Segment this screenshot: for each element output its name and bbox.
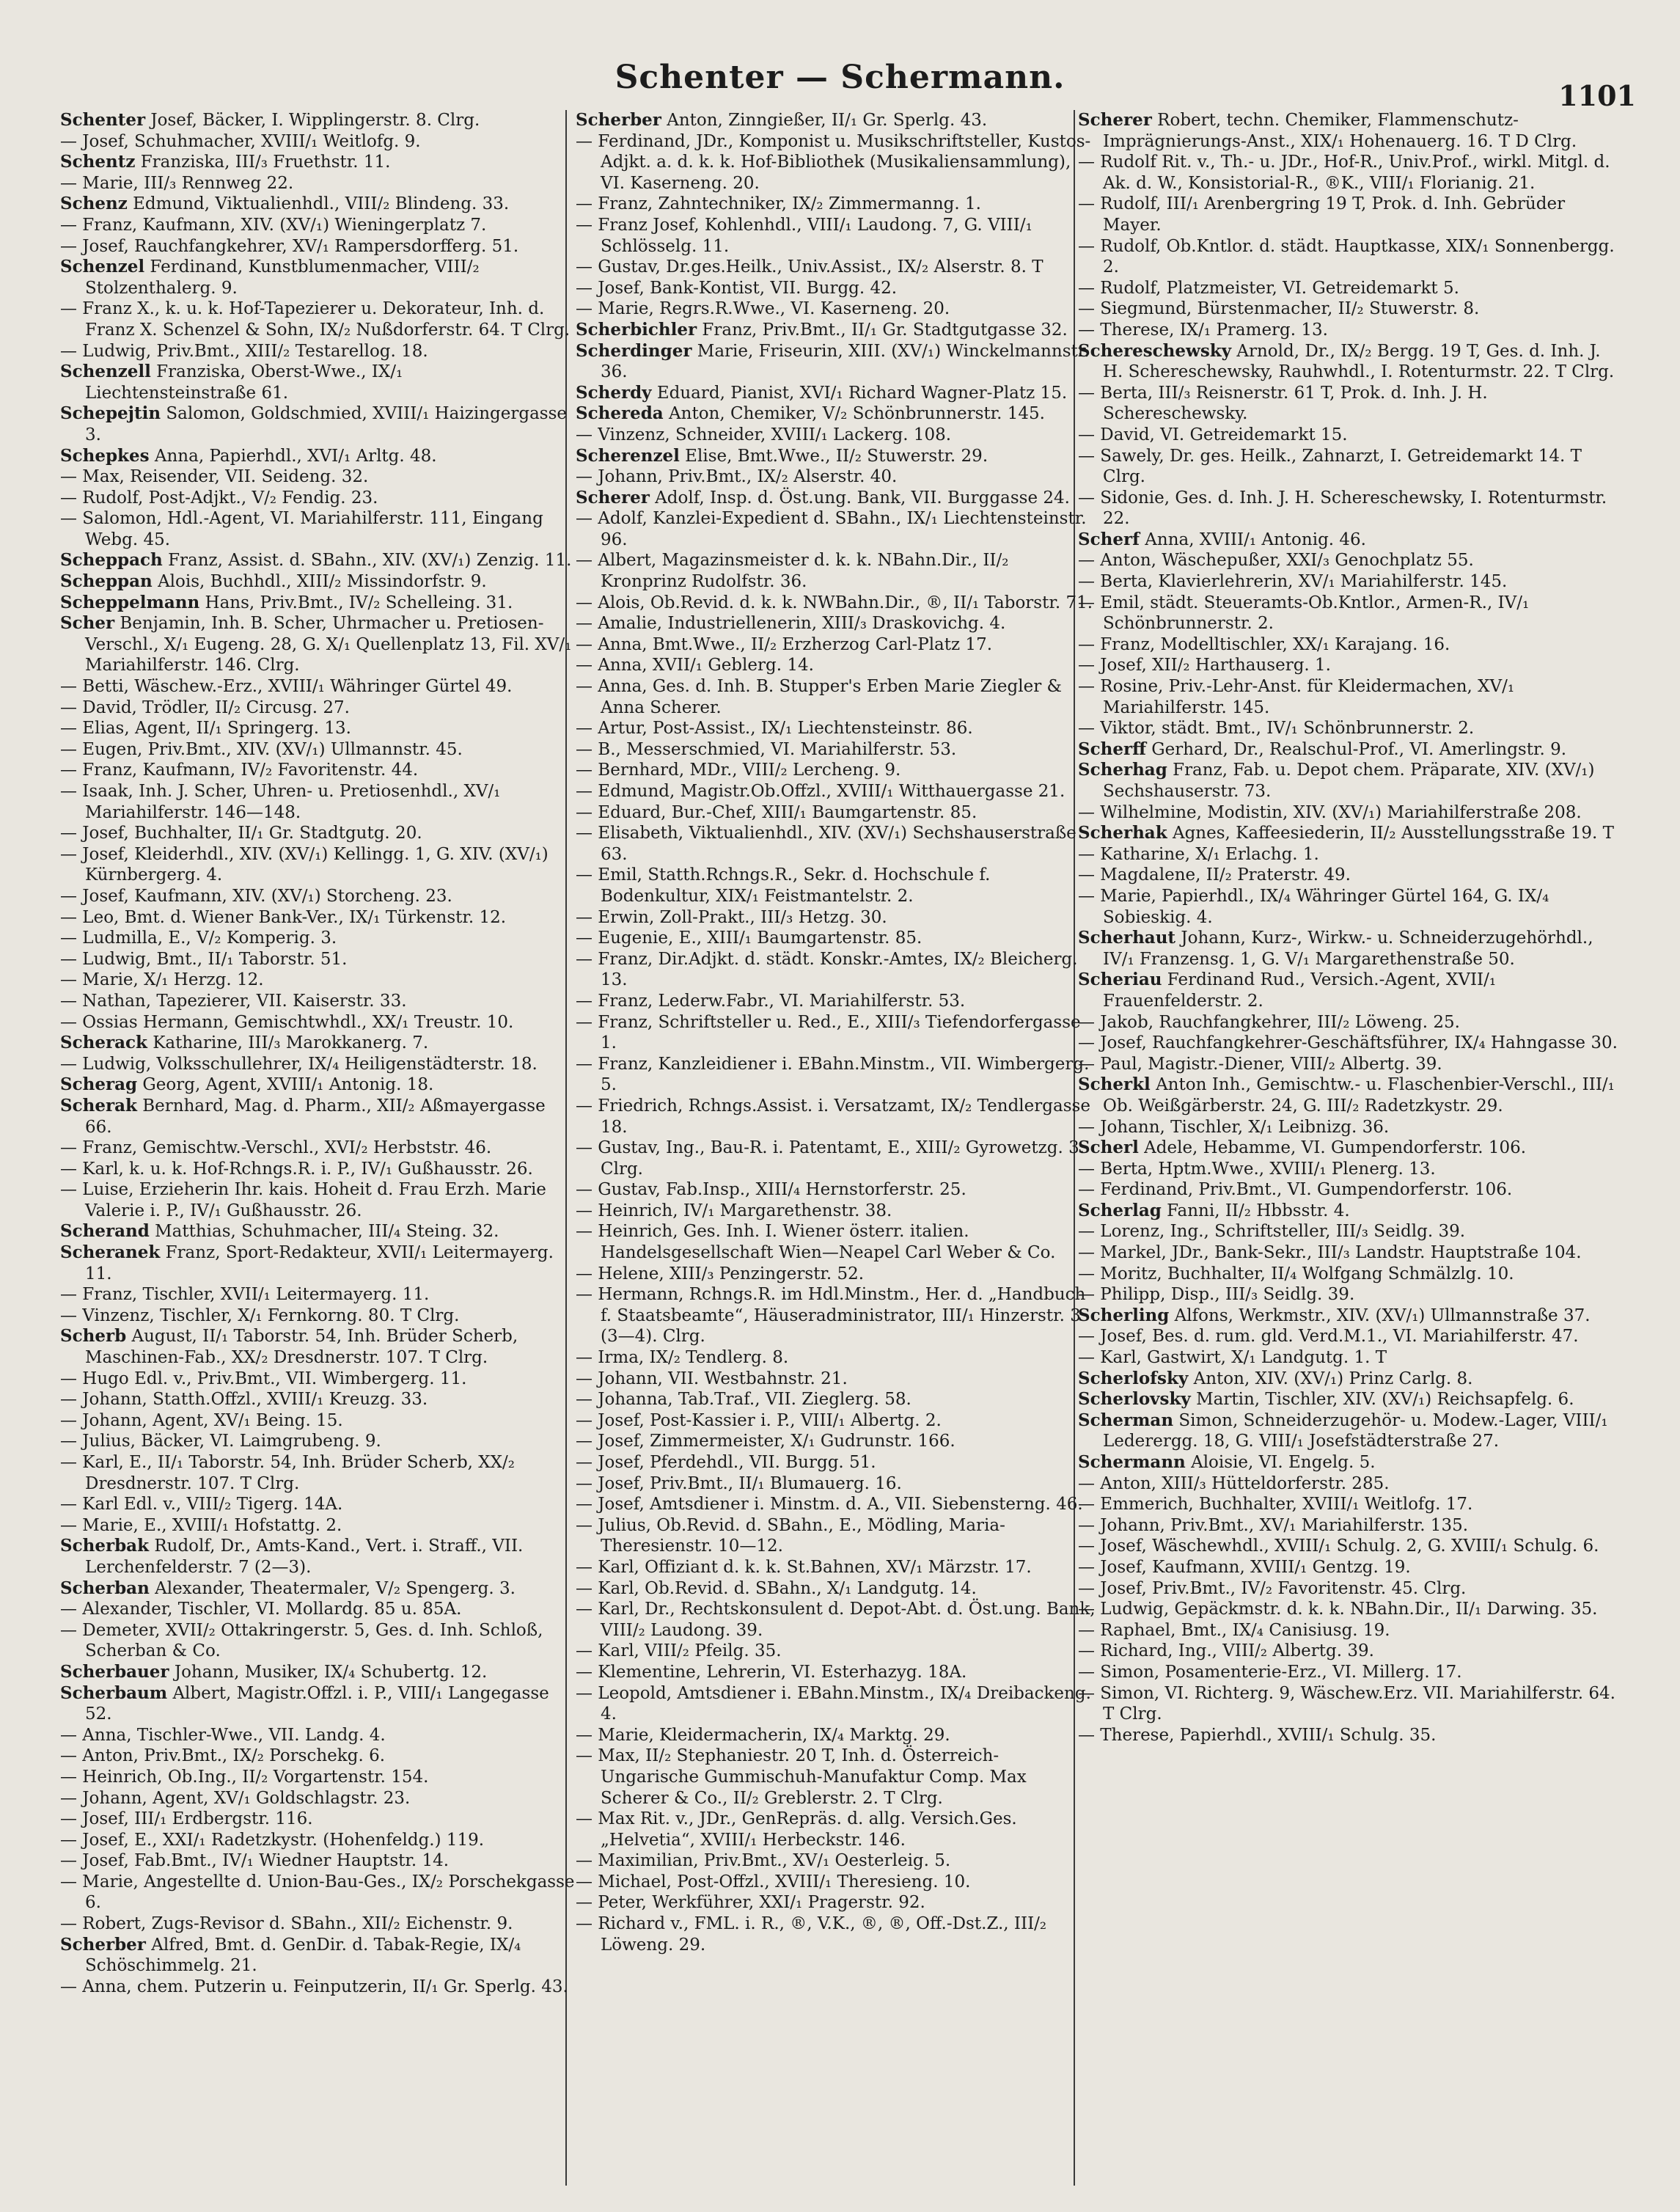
directory-entry: — Franz, Kanzleidiener i. EBahn.Minstm., VII. Wimbergerg. 5. — [576, 1054, 1090, 1095]
directory-entry: — Anton, Wäschepußer, XXI/₃ Genochplatz 55. — [1078, 551, 1474, 571]
directory-entry: Scherand Matthias, Schuhmacher, III/₄ Steing. 32. — [60, 1221, 499, 1242]
directory-entry: — Alexander, Tischler, VI. Mollardg. 85 u. 85A. — [60, 1600, 462, 1619]
directory-entry: Schereschewsky Arnold, Dr., IX/₂ Bergg. 19 T, Ges. d. Inh. J. H. Schereschewsky, Rauhwhdl., I. Rotenturmstr. 22. T Clrg. — [1078, 340, 1615, 382]
directory-entry: Scherber Anton, Zinngießer, II/₁ Gr. Sperlg. 43. — [576, 110, 988, 130]
directory-entry: — Viktor, städt. Bmt., IV/₁ Schönbrunnerstr. 2. — [1078, 719, 1475, 739]
directory-entry: — Josef, Zimmermeister, X/₁ Gudrunstr. 166. — [576, 1432, 955, 1451]
directory-entry: — Josef, Bes. d. rum. gld. Verd.M.1., VI. Mariahilferstr. 47. — [1078, 1327, 1579, 1347]
directory-entry: — Josef, Bank-Kontist, VII. Burgg. 42. — [576, 278, 898, 298]
directory-entry: — Anton, XIII/₃ Hütteldorferstr. 285. — [1078, 1473, 1390, 1493]
directory-entry: — Anna, Tischler-Wwe., VII. Landg. 4. — [60, 1725, 386, 1745]
directory-entry: — Franz, Gemischtw.-Verschl., XVI/₂ Herbststr. 46. — [60, 1138, 492, 1158]
directory-entry: — Johann, VII. Westbahnstr. 21. — [576, 1369, 848, 1388]
directory-entry: — Anna, Ges. d. Inh. B. Stupper's Erben Marie Ziegler & Anna Scherer. — [576, 677, 1062, 717]
directory-entry: Scherf Anna, XVIII/₁ Antonig. 46. — [1078, 529, 1366, 549]
directory-entry: Scheranek Franz, Sport-Redakteur, XVII/₁ Leitermayerg. 11. — [60, 1242, 554, 1283]
directory-entry: — Karl, Offiziant d. k. k. St.Bahnen, XV/₁ Märzstr. 17. — [576, 1557, 1032, 1577]
directory-entry: Schenzel Ferdinand, Kunstblumenmacher, VIII/₂ Stolzenthalerg. 9. — [60, 257, 480, 298]
directory-entry: Scherdinger Marie, Friseurin, XIII. (XV/₁) Winckelmannstr. 36. — [576, 340, 1090, 382]
directory-entry: — Josef, III/₁ Erdbergstr. 116. — [60, 1809, 313, 1829]
directory-entry: — Sidonie, Ges. d. Inh. J. H. Schereschewsky, I. Rotenturmstr. 22. — [1078, 488, 1607, 529]
directory-entry: — Elias, Agent, II/₁ Springerg. 13. — [60, 719, 351, 739]
directory-entry: — Emil, Statth.Rchngs.R., Sekr. d. Hochschule f. Bodenkultur, XIX/₁ Feistmantelstr. 2. — [576, 865, 991, 906]
directory-entry: — Karl Edl. v., VIII/₂ Tigerg. 14A. — [60, 1495, 343, 1515]
directory-entry: — Johann, Agent, XV/₁ Being. 15. — [60, 1410, 343, 1430]
directory-column-left — [60, 110, 577, 1997]
directory-entry: Scher Benjamin, Inh. B. Scher, Uhrmacher u. Pretiosen-Verschl., X/₁ Eugeng. 28, G. X/₁ Quellenplatz 13, Fil. XV/₁ Mariahilferstr. 146. Clrg. — [60, 613, 572, 675]
directory-entry: Scherenzel Elise, Bmt.Wwe., II/₂ Stuwerstr. 29. — [576, 445, 988, 466]
directory-entry: — Eugenie, E., XIII/₁ Baumgartenstr. 85. — [576, 929, 922, 948]
directory-entry: — Marie, Angestellte d. Union-Bau-Ges., IX/₂ Porschekgasse 6. — [60, 1872, 575, 1913]
directory-entry: — Josef, Fab.Bmt., IV/₁ Wiedner Hauptstr. 14. — [60, 1851, 450, 1871]
directory-entry: — Rudolf Rit. v., Th.- u. JDr., Hof-R., Univ.Prof., wirkl. Mitgl. d. Ak. d. W., Konsistorial-R., ®K., VIII/₁ Florianig. 21. — [1078, 153, 1610, 193]
directory-entry: — Michael, Post-Offzl., XVIII/₁ Theresieng. 10. — [576, 1872, 971, 1891]
directory-entry: — Heinrich, IV/₁ Margarethenstr. 38. — [576, 1201, 892, 1220]
directory-entry: — Franz, Lederw.Fabr., VI. Mariahilferstr. 53. — [576, 991, 966, 1011]
directory-entry: Scheppan Alois, Buchhdl., XIII/₂ Missindorfstr. 9. — [60, 571, 487, 592]
directory-entry: — Bernhard, MDr., VIII/₂ Lercheng. 9. — [576, 761, 901, 780]
directory-entry: — Therese, IX/₁ Pramerg. 13. — [1078, 320, 1328, 340]
directory-entry: — Maximilian, Priv.Bmt., XV/₁ Oesterleig. 5. — [576, 1851, 951, 1871]
directory-entry: — Philipp, Disp., III/₃ Seidlg. 39. — [1078, 1285, 1355, 1305]
directory-entry: — Josef, Schuhmacher, XVIII/₁ Weitlofg. 9. — [60, 131, 421, 151]
directory-entry: — Franz, Schriftsteller u. Red., E., XIII/₃ Tiefendorfergasse 1. — [576, 1012, 1081, 1053]
directory-entry: — Franz, Kaufmann, XIV. (XV/₁) Wieningerplatz 7. — [60, 215, 487, 235]
directory-entry: — Karl, k. u. k. Hof-Rchngs.R. i. P., IV/₁ Gußhausstr. 26. — [60, 1159, 533, 1179]
directory-entry: Scherlag Fanni, II/₂ Hbbsstr. 4. — [1078, 1200, 1350, 1220]
directory-entry: Schenz Edmund, Viktualienhdl., VIII/₂ Blindeng. 33. — [60, 194, 510, 214]
directory-entry: Scherbak Rudolf, Dr., Amts-Kand., Vert. i. Straff., VII. Lerchenfelderstr. 7 (2—3). — [60, 1536, 524, 1577]
directory-entry: Schenzell Franziska, Oberst-Wwe., IX/₁ Liechtensteinstraße 61. — [60, 362, 403, 403]
directory-entry: — Franz, Kaufmann, IV/₂ Favoritenstr. 44. — [60, 761, 419, 780]
directory-entry: — Karl, Dr., Rechtskonsulent d. Depot-Abt. d. Öst.ung. Bank, VIII/₂ Laudong. 39. — [576, 1600, 1096, 1640]
directory-entry: — Karl, Gastwirt, X/₁ Landgutg. 1. T — [1078, 1348, 1387, 1368]
directory-entry: — Josef, XII/₂ Harthauserg. 1. — [1078, 656, 1331, 675]
directory-entry: — Richard v., FML. i. R., ®, V.K., ®, ®, Off.-Dst.Z., III/₂ Löweng. 29. — [576, 1914, 1047, 1955]
directory-entry: — Johann, Statth.Offzl., XVIII/₁ Kreuzg. 33. — [60, 1390, 428, 1410]
directory-entry: — Heinrich, Ges. Inh. I. Wiener österr. italien. Handelsgesellschaft Wien—Neapel Carl Weber & Co. — [576, 1222, 1056, 1263]
directory-entry: — Ossias Hermann, Gemischtwhdl., XX/₁ Treustr. 10. — [60, 1012, 514, 1032]
directory-entry: — Ludmilla, E., V/₂ Komperig. 3. — [60, 929, 337, 948]
directory-entry: Scheriau Ferdinand Rud., Versich.-Agent, XVII/₁ Frauenfelderstr. 2. — [1078, 970, 1497, 1011]
directory-entry: — Berta, Hptm.Wwe., XVIII/₁ Plenerg. 13. — [1078, 1159, 1436, 1179]
directory-entry: — Simon, VI. Richterg. 9, Wäschew.Erz. VII. Mariahilferstr. 64. T Clrg. — [1078, 1683, 1615, 1724]
directory-entry: — David, VI. Getreidemarkt 15. — [1078, 425, 1348, 444]
directory-entry: Scherer Adolf, Insp. d. Öst.ung. Bank, VII. Burggasse 24. — [576, 487, 1070, 508]
directory-entry: — Rosine, Priv.-Lehr-Anst. für Kleidermachen, XV/₁ Mariahilferstr. 145. — [1078, 677, 1515, 717]
directory-entry: — Markel, JDr., Bank-Sekr., III/₃ Landstr. Hauptstraße 104. — [1078, 1243, 1582, 1263]
directory-entry: Scherlofsky Anton, XIV. (XV/₁) Prinz Carlg. 8. — [1078, 1368, 1473, 1388]
directory-entry: — Leo, Bmt. d. Wiener Bank-Ver., IX/₁ Türkenstr. 12. — [60, 907, 507, 927]
directory-entry: Scherbauer Johann, Musiker, IX/₄ Schubertg. 12. — [60, 1661, 488, 1682]
directory-entry: — Johanna, Tab.Traf., VII. Zieglerg. 58. — [576, 1390, 911, 1410]
directory-entry: — Marie, Papierhdl., IX/₄ Währinger Gürtel 164, G. IX/₄ Sobieskig. 4. — [1078, 886, 1549, 927]
directory-entry: — Marie, III/₃ Rennweg 22. — [60, 173, 294, 193]
directory-entry: — Helene, XIII/₃ Penzingerstr. 52. — [576, 1264, 865, 1283]
directory-entry: — Johann, Tischler, X/₁ Leibnizg. 36. — [1078, 1117, 1390, 1137]
directory-entry: Scherer Robert, techn. Chemiker, Flammenschutz-Imprägnierungs-Anst., XIX/₁ Hohenauerg. 16. T D Clrg. — [1078, 110, 1577, 151]
directory-entry: — Vinzenz, Schneider, XVIII/₁ Lackerg. 108. — [576, 425, 952, 444]
directory-entry: — Wilhelmine, Modistin, XIV. (XV/₁) Mariahilferstraße 208. — [1078, 802, 1582, 822]
directory-entry: Scherman Simon, Schneiderzugehör- u. Modew.-Lager, VIII/₁ Lederergg. 18, G. VIII/₁ Josefstädterstraße 27. — [1078, 1410, 1608, 1451]
directory-entry: — Max, II/₂ Stephaniestr. 20 T, Inh. d. Österreich-Ungarische Gummischuh-Manufaktur Comp. Max Scherer & Co., II/₂ Greblerstr. 2. T Clrg. — [576, 1746, 1027, 1808]
directory-entry: — Amalie, Industriellenerin, XIII/₃ Draskovichg. 4. — [576, 614, 1006, 634]
directory-entry: — Magdalene, II/₂ Praterstr. 49. — [1078, 865, 1351, 885]
directory-entry: — Emmerich, Buchhalter, XVIII/₁ Weitlofg. 17. — [1078, 1495, 1473, 1515]
directory-entry: — Hermann, Rchngs.R. im Hdl.Minstm., Her. d. „Handbuch f. Staatsbeamte“, Häuseradministrator, III/₁ Hinzerstr. 3 (3—4). Clrg. — [576, 1285, 1086, 1347]
directory-entry: — Ferdinand, JDr., Komponist u. Musikschriftsteller, Kustos-Adjkt. a. d. k. k. Hof-Bibliothek (Musikaliensammlung), VI. Kaserneng. 20. — [576, 131, 1091, 193]
directory-entry: Schermann Aloisie, VI. Engelg. 5. — [1078, 1452, 1376, 1472]
directory-entry: — Rudolf, Ob.Kntlor. d. städt. Hauptkasse, XIX/₁ Sonnenbergg. 2. — [1078, 236, 1615, 277]
directory-entry: — Jakob, Rauchfangkehrer, III/₂ Löweng. 25. — [1078, 1012, 1460, 1032]
directory-entry: — Hugo Edl. v., Priv.Bmt., VII. Wimbergerg. 11. — [60, 1369, 467, 1388]
directory-entry: — Demeter, XVII/₂ Ottakringerstr. 5, Ges. d. Inh. Schloß, Scherban & Co. — [60, 1620, 543, 1661]
directory-entry: — Josef, E., XXI/₁ Radetzkystr. (Hohenfeldg.) 119. — [60, 1830, 485, 1850]
directory-entry: — Moritz, Buchhalter, II/₄ Wolfgang Schmälzlg. 10. — [1078, 1264, 1514, 1283]
directory-entry: — Betti, Wäschew.-Erz., XVIII/₁ Währinger Gürtel 49. — [60, 677, 513, 697]
directory-entry: — Rudolf, Platzmeister, VI. Getreidemarkt 5. — [1078, 278, 1459, 298]
directory-entry: — Raphael, Bmt., IX/₄ Canisiusg. 19. — [1078, 1620, 1390, 1640]
directory-entry: Schepkes Anna, Papierhdl., XVI/₁ Arltg. 48. — [60, 445, 437, 466]
directory-entry: — Josef, Kaufmann, XIV. (XV/₁) Storcheng. 23. — [60, 886, 452, 906]
directory-entry: — Salomon, Hdl.-Agent, VI. Mariahilferstr. 111, Eingang Webg. 45. — [60, 509, 543, 549]
directory-entry: — Franz X., k. u. k. Hof-Tapezierer u. Dekorateur, Inh. d. Franz X. Schenzel & Sohn, IX/₂ Nußdorferstr. 64. T Clrg. — [60, 299, 571, 340]
directory-entry: — Nathan, Tapezierer, VII. Kaiserstr. 33. — [60, 991, 407, 1011]
directory-entry: — Karl, E., II/₁ Taborstr. 54, Inh. Brüder Scherb, XX/₂ Dresdnerstr. 107. T Clrg. — [60, 1453, 516, 1493]
directory-column-middle — [576, 110, 1096, 1955]
directory-entry: — Johann, Agent, XV/₁ Goldschlagstr. 23. — [60, 1788, 411, 1808]
directory-entry: Scherkl Anton Inh., Gemischtw.- u. Flaschenbier-Verschl., III/₁ Ob. Weißgärberstr. 24, G. III/₂ Radetzkystr. 29. — [1078, 1074, 1615, 1116]
directory-entry: — Julius, Ob.Revid. d. SBahn., E., Mödling, Maria-Theresienstr. 10—12. — [576, 1515, 1005, 1556]
directory-entry: Scherber Alfred, Bmt. d. GenDir. d. Tabak-Regie, IX/₄ Schöschimmelg. 21. — [60, 1934, 521, 1976]
directory-entry: — Josef, Post-Kassier i. P., VIII/₁ Albertg. 2. — [576, 1410, 942, 1430]
directory-entry: Scherling Alfons, Werkmstr., XIV. (XV/₁) Ullmannstraße 37. — [1078, 1305, 1591, 1325]
directory-entry: — Edmund, Magistr.Ob.Offzl., XVIII/₁ Witthauergasse 21. — [576, 782, 1065, 801]
directory-entry: Scherdy Eduard, Pianist, XVI/₁ Richard Wagner-Platz 15. — [576, 382, 1068, 403]
directory-column-right — [1078, 110, 1619, 1746]
directory-entry: — Anna, XVII/₁ Geblerg. 14. — [576, 656, 814, 675]
directory-entry: — Johann, Priv.Bmt., IX/₂ Alserstr. 40. — [576, 467, 898, 487]
directory-entry: — Anna, chem. Putzerin u. Feinputzerin, II/₁ Gr. Sperlg. 43. — [60, 1977, 568, 1996]
directory-entry: — Ludwig, Gepäckmstr. d. k. k. NBahn.Dir., II/₁ Darwing. 35. — [1078, 1600, 1598, 1619]
directory-entry: — Leopold, Amtsdiener i. EBahn.Minstm., IX/₄ Dreibackeng. 4. — [576, 1683, 1091, 1724]
directory-entry: — Artur, Post-Assist., IX/₁ Liechtensteinstr. 86. — [576, 719, 973, 739]
page-number: 1101 — [1558, 79, 1636, 112]
directory-entry: Schenter Josef, Bäcker, I. Wipplingerstr. 8. Clrg. — [60, 110, 480, 130]
directory-entry: — Karl, Ob.Revid. d. SBahn., X/₁ Landgutg. 14. — [576, 1578, 977, 1598]
directory-entry: — Ludwig, Volksschullehrer, IX/₄ Heiligenstädterstr. 18. — [60, 1054, 538, 1074]
directory-entry: — Johann, Priv.Bmt., XV/₁ Mariahilferstr. 135. — [1078, 1515, 1469, 1535]
directory-entry: Scherhag Franz, Fab. u. Depot chem. Präparate, XIV. (XV/₁) Sechshauserstr. 73. — [1078, 760, 1595, 801]
directory-entry: — Katharine, X/₁ Erlachg. 1. — [1078, 844, 1319, 864]
directory-entry: — Ferdinand, Priv.Bmt., VI. Gumpendorferstr. 106. — [1078, 1180, 1513, 1200]
directory-entry: — Josef, Rauchfangkehrer, XV/₁ Rampersdorfferg. 51. — [60, 236, 519, 256]
directory-entry: — Marie, X/₁ Herzg. 12. — [60, 970, 264, 990]
directory-entry: — Sawely, Dr. ges. Heilk., Zahnarzt, I. Getreidemarkt 14. T Clrg. — [1078, 446, 1582, 487]
directory-entry: — Marie, E., XVIII/₁ Hofstattg. 2. — [60, 1515, 342, 1535]
directory-entry: — Gustav, Ing., Bau-R. i. Patentamt, E., XIII/₂ Gyrowetzg. 3. Clrg. — [576, 1138, 1085, 1179]
directory-entry: — Ludwig, Priv.Bmt., XIII/₂ Testarellog. 18. — [60, 341, 428, 361]
directory-entry: — Marie, Kleidermacherin, IX/₄ Marktg. 29. — [576, 1725, 950, 1745]
directory-entry: — Isaak, Inh. J. Scher, Uhren- u. Pretiosenhdl., XV/₁ Mariahilferstr. 146—148. — [60, 782, 501, 822]
directory-entry: — Max Rit. v., JDr., GenRepräs. d. allg. Versich.Ges. „Helvetia“, XVIII/₁ Herbeckstr. 146. — [576, 1809, 1017, 1850]
directory-entry: — Anna, Bmt.Wwe., II/₂ Erzherzog Carl-Platz 17. — [576, 634, 993, 654]
directory-entry: — Berta, Klavierlehrerin, XV/₁ Mariahilferstr. 145. — [1078, 572, 1508, 592]
directory-entry: Scheppach Franz, Assist. d. SBahn., XIV. (XV/₁) Zenzig. 11. — [60, 550, 572, 571]
directory-entry: — Emil, städt. Steueramts-Ob.Kntlor., Armen-R., IV/₁ Schönbrunnerstr. 2. — [1078, 593, 1530, 634]
directory-entry: — Adolf, Kanzlei-Expedient d. SBahn., IX/₁ Liechtensteinstr. 96. — [576, 509, 1087, 549]
directory-entry: — Josef, Rauchfangkehrer-Geschäftsführer, IX/₄ Hahngasse 30. — [1078, 1033, 1618, 1053]
directory-entry: — Karl, VIII/₂ Pfeilg. 35. — [576, 1641, 782, 1661]
directory-entry: — Richard, Ing., VIII/₂ Albertg. 39. — [1078, 1641, 1374, 1661]
directory-entry: — Franz Josef, Kohlenhdl., VIII/₁ Laudong. 7, G. VIII/₁ Schlösselg. 11. — [576, 215, 1032, 256]
directory-entry: — Josef, Priv.Bmt., IV/₂ Favoritenstr. 45. Clrg. — [1078, 1578, 1467, 1598]
directory-entry: — B., Messerschmied, VI. Mariahilferstr. 53. — [576, 739, 957, 759]
directory-entry: — Franz, Dir.Adjkt. d. städt. Konskr.-Amtes, IX/₂ Bleicherg. 13. — [576, 949, 1078, 990]
directory-entry: — Franz, Tischler, XVII/₁ Leitermayerg. 11. — [60, 1285, 430, 1305]
directory-entry: — Josef, Kaufmann, XVIII/₁ Gentzg. 19. — [1078, 1557, 1411, 1577]
directory-entry: — Marie, Regrs.R.Wwe., VI. Kaserneng. 20. — [576, 299, 950, 319]
directory-entry: Scheppelmann Hans, Priv.Bmt., IV/₂ Schelleing. 31. — [60, 592, 513, 612]
directory-entry: — Vinzenz, Tischler, X/₁ Fernkorng. 80. T Clrg. — [60, 1305, 460, 1325]
directory-entry: — Julius, Bäcker, VI. Laimgrubeng. 9. — [60, 1432, 381, 1451]
directory-entry: — Rudolf, III/₁ Arenbergring 19 T, Prok. d. Inh. Gebrüder Mayer. — [1078, 194, 1566, 235]
directory-entry: — Josef, Pferdehdl., VII. Burgg. 51. — [576, 1453, 876, 1472]
directory-entry: Scherff Gerhard, Dr., Realschul-Prof., VI. Amerlingstr. 9. — [1078, 739, 1567, 759]
directory-entry: Scherack Katharine, III/₃ Marokkanerg. 7. — [60, 1033, 429, 1053]
directory-entry: — Erwin, Zoll-Prakt., III/₃ Hetzg. 30. — [576, 907, 887, 927]
directory-entry: — Josef, Wäschewhdl., XVIII/₁ Schulg. 2, G. XVIII/₁ Schulg. 6. — [1078, 1537, 1599, 1556]
directory-entry: — Robert, Zugs-Revisor d. SBahn., XII/₂ Eichenstr. 9. — [60, 1914, 513, 1934]
directory-entry: Scherlovsky Martin, Tischler, XIV. (XV/₁) Reichsapfelg. 6. — [1078, 1389, 1574, 1410]
directory-entry: — Friedrich, Rchngs.Assist. i. Versatzamt, IX/₂ Tendlergasse 18. — [576, 1096, 1090, 1137]
directory-entry: Scherbichler Franz, Priv.Bmt., II/₁ Gr. Stadtgutgasse 32. — [576, 319, 1068, 340]
directory-entry: — Klementine, Lehrerin, VI. Esterhazyg. 18A. — [576, 1662, 967, 1682]
directory-entry: Scherak Bernhard, Mag. d. Pharm., XII/₂ Aßmayergasse 66. — [60, 1095, 546, 1137]
directory-entry: — Simon, Posamenterie-Erz., VI. Millerg. 17. — [1078, 1662, 1462, 1682]
directory-entry: — Josef, Priv.Bmt., II/₁ Blumauerg. 16. — [576, 1473, 902, 1493]
directory-entry: — Berta, III/₃ Reisnerstr. 61 T, Prok. d. Inh. J. H. Schereschewsky. — [1078, 383, 1488, 424]
directory-entry: — Luise, Erzieherin Ihr. kais. Hoheit d. Frau Erzh. Marie Valerie i. P., IV/₁ Gußhausstr. 26. — [60, 1180, 546, 1220]
directory-entry: Scherbaum Albert, Magistr.Offzl. i. P., VIII/₁ Langegasse 52. — [60, 1682, 549, 1724]
directory-entry: Scherhak Agnes, Kaffeesiederin, II/₂ Ausstellungsstraße 19. T — [1078, 823, 1614, 843]
directory-entry: — Rudolf, Post-Adjkt., V/₂ Fendig. 23. — [60, 488, 378, 508]
directory-entry: — David, Trödler, II/₂ Circusg. 27. — [60, 697, 350, 717]
directory-entry: — Gustav, Dr.ges.Heilk., Univ.Assist., IX/₂ Alserstr. 8. T — [576, 257, 1043, 277]
directory-entry: Scherag Georg, Agent, XVIII/₁ Antonig. 18. — [60, 1074, 434, 1095]
page-header-title: Schenter — Schermann. — [615, 59, 1065, 96]
directory-entry: — Albert, Magazinsmeister d. k. k. NBahn.Dir., II/₂ Kronprinz Rudolfstr. 36. — [576, 551, 1009, 592]
directory-entry: Scherl Adele, Hebamme, VI. Gumpendorferstr. 106. — [1078, 1138, 1527, 1158]
directory-entry: Schentz Franziska, III/₃ Fruethstr. 11. — [60, 152, 391, 172]
directory-entry: — Gustav, Fab.Insp., XIII/₄ Hernstorferstr. 25. — [576, 1180, 966, 1200]
directory-entry: — Anton, Priv.Bmt., IX/₂ Porschekg. 6. — [60, 1746, 386, 1766]
directory-entry: — Irma, IX/₂ Tendlerg. 8. — [576, 1348, 789, 1368]
directory-entry: — Ludwig, Bmt., II/₁ Taborstr. 51. — [60, 949, 348, 969]
directory-entry: Scherb August, II/₁ Taborstr. 54, Inh. Brüder Scherb, Maschinen-Fab., XX/₂ Dresdnerstr. 107. T Clrg. — [60, 1326, 518, 1368]
directory-entry: — Eduard, Bur.-Chef, XIII/₁ Baumgartenstr. 85. — [576, 802, 977, 822]
directory-entry: Scherban Alexander, Theatermaler, V/₂ Spengerg. 3. — [60, 1578, 516, 1598]
directory-entry: — Max, Reisender, VII. Seideng. 32. — [60, 467, 369, 487]
directory-entry: — Paul, Magistr.-Diener, VIII/₂ Albertg. 39. — [1078, 1054, 1442, 1074]
directory-entry: — Franz, Zahntechniker, IX/₂ Zimmermanng. 1. — [576, 194, 981, 214]
directory-entry: — Lorenz, Ing., Schriftsteller, III/₃ Seidlg. 39. — [1078, 1222, 1466, 1242]
directory-entry: — Therese, Papierhdl., XVIII/₁ Schulg. 35. — [1078, 1725, 1437, 1745]
directory-entry: — Heinrich, Ob.Ing., II/₂ Vorgartenstr. 154. — [60, 1767, 429, 1787]
directory-entry: Schereda Anton, Chemiker, V/₂ Schönbrunnerstr. 145. — [576, 403, 1045, 424]
directory-entry: Schepejtin Salomon, Goldschmied, XVIII/₁ Haizingergasse 3. — [60, 403, 568, 444]
directory-entry: — Josef, Kleiderhdl., XIV. (XV/₁) Kellingg. 1, G. XIV. (XV/₁) Kürnbergerg. 4. — [60, 844, 549, 885]
directory-entry: — Peter, Werkführer, XXI/₁ Pragerstr. 92. — [576, 1893, 925, 1913]
directory-entry: — Siegmund, Bürstenmacher, II/₂ Stuwerstr. 8. — [1078, 299, 1480, 319]
directory-entry: — Elisabeth, Viktualienhdl., XIV. (XV/₁) Sechshauserstraße 63. — [576, 824, 1076, 864]
directory-entry: — Eugen, Priv.Bmt., XIV. (XV/₁) Ullmannstr. 45. — [60, 739, 463, 759]
directory-entry: — Josef, Amtsdiener i. Minstm. d. A., VII. Siebensterng. 46. — [576, 1495, 1083, 1515]
directory-entry: — Franz, Modelltischler, XX/₁ Karajang. 16. — [1078, 634, 1450, 654]
directory-entry: — Alois, Ob.Revid. d. k. k. NWBahn.Dir., ®, II/₁ Taborstr. 71. — [576, 593, 1093, 612]
directory-entry: Scherhaut Johann, Kurz-, Wirkw.- u. Schneiderzugehörhdl., IV/₁ Franzensg. 1, G. V/₁ Margarethenstraße 50. — [1078, 928, 1593, 969]
directory-entry: — Josef, Buchhalter, II/₁ Gr. Stadtgutg. 20. — [60, 824, 422, 843]
